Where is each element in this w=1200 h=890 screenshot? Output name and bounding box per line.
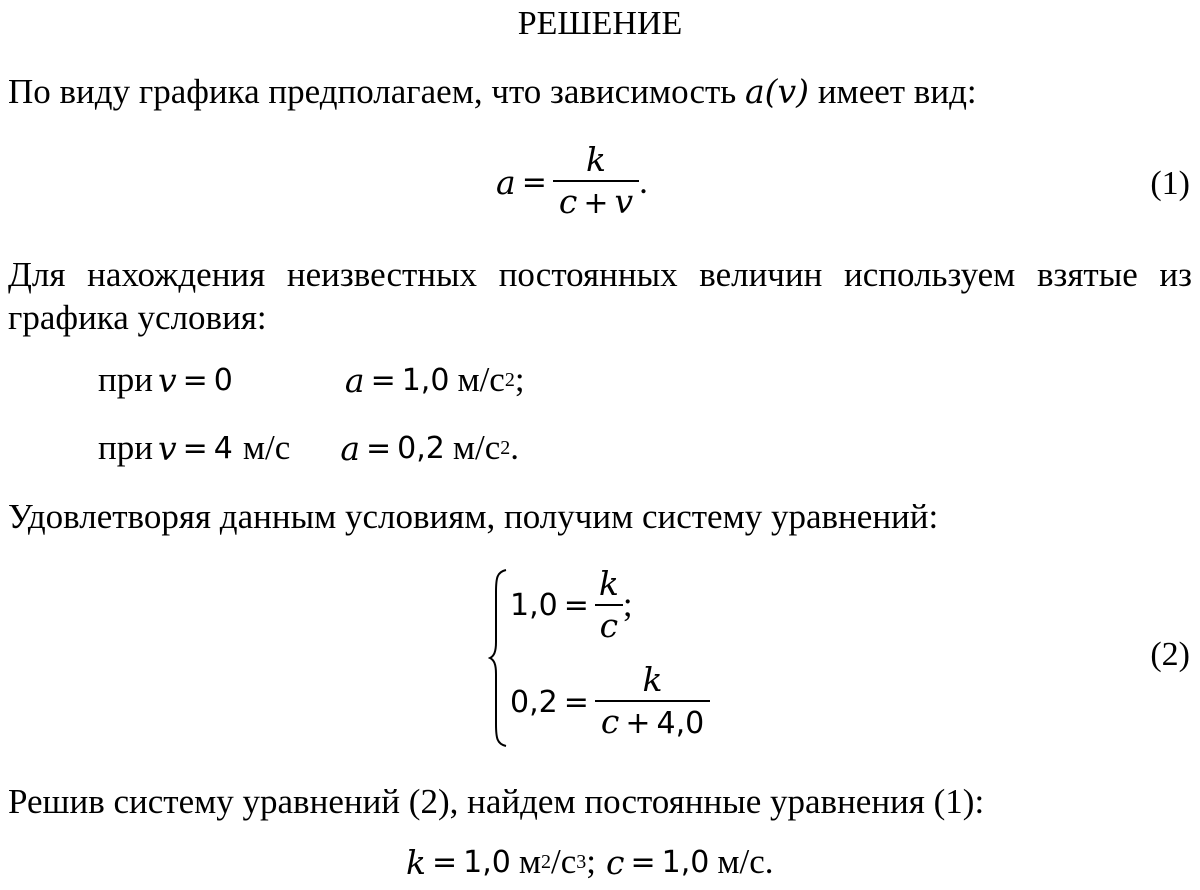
equation-number-1: (1) xyxy=(1150,165,1190,202)
system-equation-1: 1,0 = $\frac{k}{c}$ ; xyxy=(510,564,633,645)
condition-2: при v = 4 м/с a = 0,2 м/с 2 . xyxy=(98,428,520,468)
left-brace-icon xyxy=(488,568,508,748)
eq1-numerator: k xyxy=(585,140,606,179)
eq1-period: . xyxy=(639,162,648,201)
intro-tail: имеет вид: xyxy=(817,72,977,111)
paragraph-3: Удовлетворяя данным условиям, получим систему уравнений: xyxy=(8,497,939,536)
eq1-lhs: a xyxy=(496,162,516,202)
eq1-fraction xyxy=(553,140,639,224)
condition-1: при v = 0 a = 1,0 м/с 2 ; xyxy=(98,360,525,400)
function-notation: a(v) xyxy=(744,72,810,111)
intro-paragraph xyxy=(8,72,977,112)
paragraph-2-line-1: Для нахождения неизвестных постоянных величин используем взятые из xyxy=(8,255,1192,294)
system-eq2-fraction: $\frac{k}{c + 4,0}$ xyxy=(595,660,710,744)
result-line: k = 1,0 м 2 /с 3 ; c = 1,0 м/с. xyxy=(406,842,774,882)
paragraph-2-line-2: графика условия: xyxy=(8,298,267,337)
equation-1 xyxy=(496,140,648,224)
section-title: РЕШЕНИЕ xyxy=(517,5,683,42)
intro-text: По виду графика предполагаем, что зависимость xyxy=(8,72,737,111)
paragraph-4: Решив систему уравнений (2), найдем постоянные уравнения (1): xyxy=(8,782,985,821)
eq1-denominator: c + v xyxy=(558,182,634,221)
equation-number-2: (2) xyxy=(1150,636,1190,673)
eq1-equals: = xyxy=(521,164,547,200)
system-eq1-fraction: $\frac{k}{c}$ xyxy=(595,564,623,646)
system-equation-2: 0,2 = $\frac{k}{c + 4,0}$ xyxy=(510,660,710,744)
